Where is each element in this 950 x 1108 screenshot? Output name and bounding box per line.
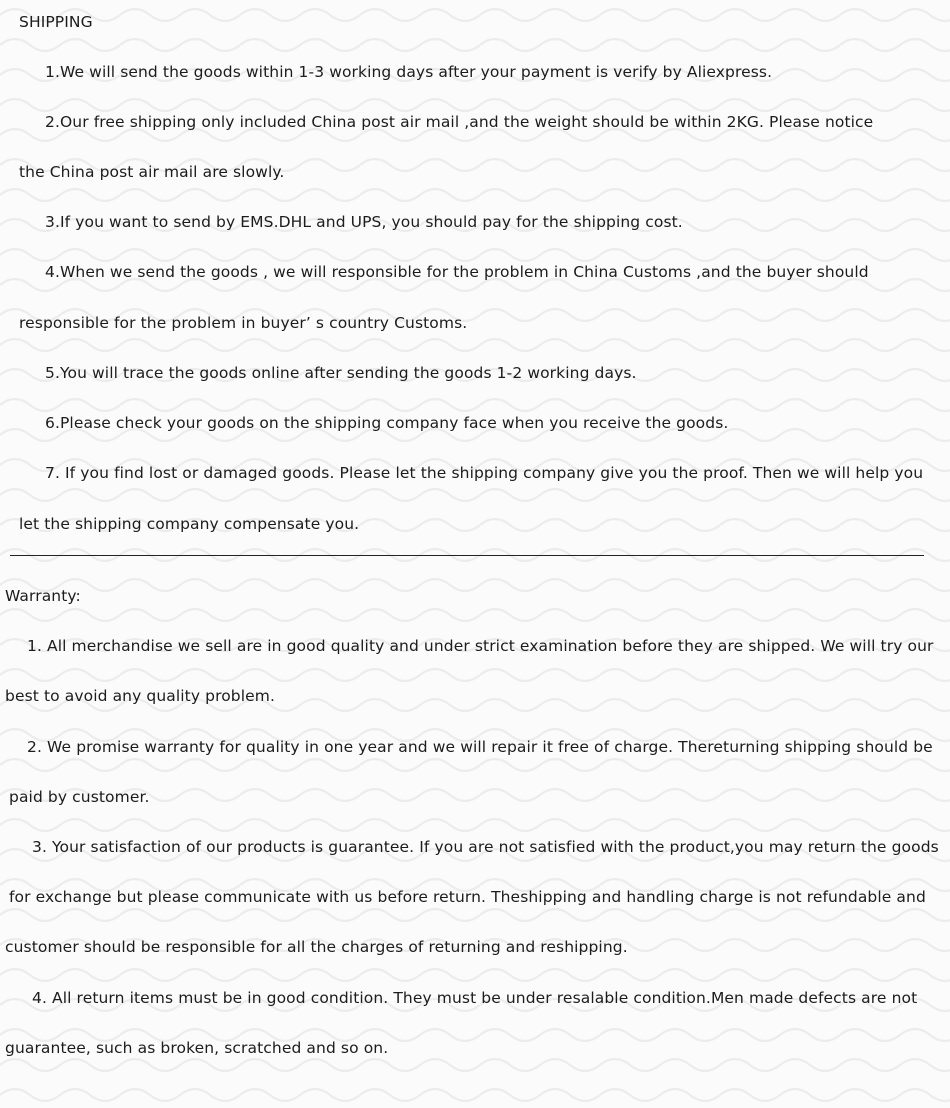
shipping-line-2: 2.Our free shipping only included China post air mail ,and the weight should be within 2KG. Please notice bbox=[45, 113, 874, 131]
warranty-heading: Warranty: bbox=[5, 587, 81, 605]
shipping-line-9: 7. If you find lost or damaged goods. Please let the shipping company give you the proof. Then we will help you bbox=[45, 464, 924, 482]
shipping-line-8: 6.Please check your goods on the shipping company face when you receive the goods. bbox=[45, 414, 729, 432]
shipping-line-1: 1.We will send the goods within 1-3 working days after your payment is verify by Aliexpress. bbox=[45, 63, 773, 81]
shipping-line-6: responsible for the problem in buyer’ s country Customs. bbox=[19, 314, 468, 332]
warranty-line-2: best to avoid any quality problem. bbox=[5, 687, 276, 705]
warranty-line-1: 1. All merchandise we sell are in good quality and under strict examination before they are shipped. We will try our bbox=[27, 637, 934, 655]
shipping-line-10: let the shipping company compensate you. bbox=[19, 515, 360, 533]
shipping-heading: SHIPPING bbox=[19, 13, 93, 31]
warranty-line-4: paid by customer. bbox=[9, 788, 150, 806]
warranty-line-6: for exchange but please communicate with us before return. Theshipping and handling charge is not refundable and bbox=[9, 888, 926, 906]
shipping-line-3: the China post air mail are slowly. bbox=[19, 163, 285, 181]
warranty-line-3: 2. We promise warranty for quality in one year and we will repair it free of charge. Thereturning shipping should be bbox=[27, 738, 933, 756]
warranty-line-7: customer should be responsible for all the charges of returning and reshipping. bbox=[5, 938, 628, 956]
shipping-line-4: 3.If you want to send by EMS.DHL and UPS, you should pay for the shipping cost. bbox=[45, 213, 683, 231]
warranty-line-5: 3. Your satisfaction of our products is guarantee. If you are not satisfied with the product,you may return the goods bbox=[32, 838, 939, 856]
warranty-line-8: 4. All return items must be in good condition. They must be under resalable condition.Men made defects are not bbox=[32, 989, 918, 1007]
shipping-line-7: 5.You will trace the goods online after sending the goods 1-2 working days. bbox=[45, 364, 637, 382]
section-divider bbox=[10, 555, 924, 556]
warranty-line-9: guarantee, such as broken, scratched and so on. bbox=[5, 1039, 389, 1057]
shipping-line-5: 4.When we send the goods , we will responsible for the problem in China Customs ,and the buyer should bbox=[45, 263, 869, 281]
